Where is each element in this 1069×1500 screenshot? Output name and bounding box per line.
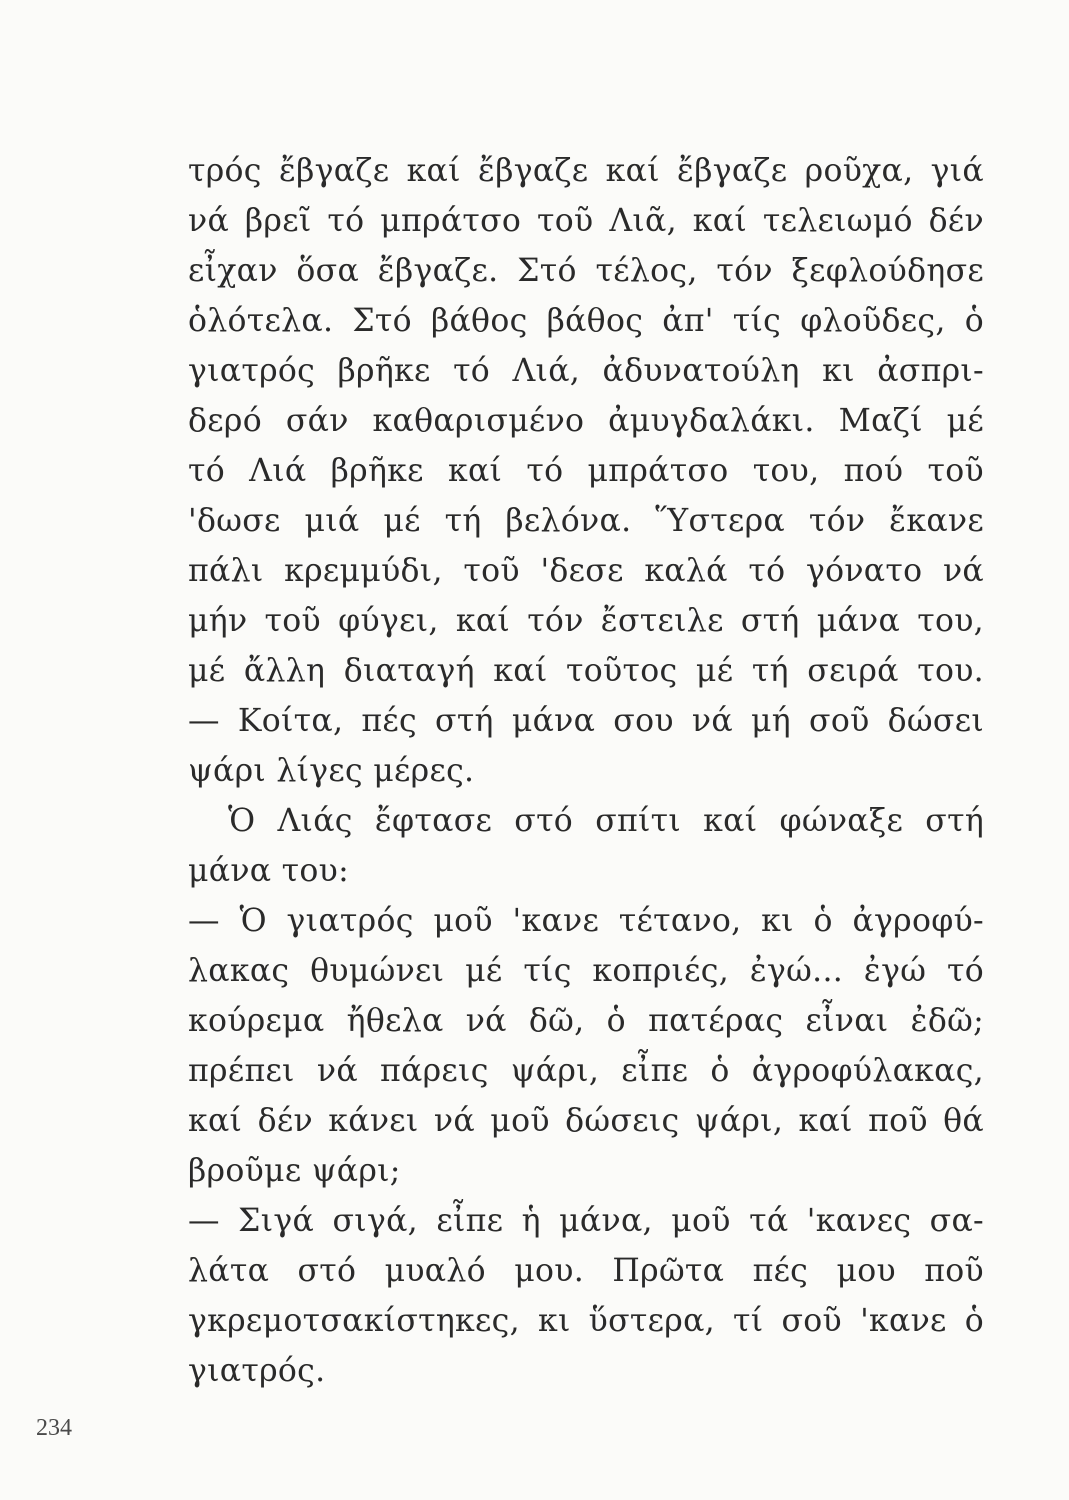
text-line: γιατρός. bbox=[188, 1353, 326, 1389]
text-line: μήν τοῦ φύγει, καί τόν ἔστειλε στή μάνα του, bbox=[188, 603, 984, 639]
text-line: τρός ἔβγαζε καί ἔβγαζε καί ἔβγαζε ροῦχα, γιά bbox=[188, 153, 984, 189]
text-line: εἶχαν ὅσα ἔβγαζε. Στό τέλος, τόν ξεφλούδησε bbox=[188, 253, 984, 289]
text-line: νά βρεῖ τό μπράτσο τοῦ Λιᾶ, καί τελειωμό δέν bbox=[188, 203, 984, 239]
text-line: ψάρι λίγες μέρες. bbox=[188, 753, 475, 789]
text-line: τό Λιά βρῆκε καί τό μπράτσο του, πού τοῦ bbox=[188, 453, 984, 489]
text-line: λάτα στό μυαλό μου. Πρῶτα πές μου ποῦ bbox=[188, 1253, 984, 1289]
text-line: βροῦμε ψάρι; bbox=[188, 1153, 401, 1189]
text-line: καί δέν κάνει νά μοῦ δώσεις ψάρι, καί ποῦ θά bbox=[188, 1103, 984, 1139]
text-line: δερό σάν καθαρισμένο ἀμυγδαλάκι. Μαζί μέ bbox=[188, 403, 984, 439]
dialogue-line: — Σιγά σιγά, εἶπε ἡ μάνα, μοῦ τά 'κανες σα- bbox=[188, 1203, 984, 1239]
text-line: λακας θυμώνει μέ τίς κοπριές, ἐγώ... ἐγώ τό bbox=[188, 953, 984, 989]
text-line: ὁλότελα. Στό βάθος βάθος ἀπ' τίς φλοῦδες, ὁ bbox=[188, 303, 984, 339]
text-line: κούρεμα ἤθελα νά δῶ, ὁ πατέρας εἶναι ἐδῶ; bbox=[188, 1003, 984, 1039]
dialogue-line: — Κοίτα, πές στή μάνα σου νά μή σοῦ δώσει bbox=[188, 703, 984, 739]
text-line: γκρεμοτσακίστηκες, κι ὕστερα, τί σοῦ 'κανε ὁ bbox=[188, 1303, 984, 1339]
text-line: γιατρός βρῆκε τό Λιά, ἀδυνατούλη κι ἀσπρι- bbox=[188, 353, 984, 389]
text-line: 'δωσε μιά μέ τή βελόνα. Ὕστερα τόν ἔκανε bbox=[188, 503, 984, 539]
text-line: πάλι κρεμμύδι, τοῦ 'δεσε καλά τό γόνατο νά bbox=[188, 553, 984, 589]
text-line: πρέπει νά πάρεις ψάρι, εἶπε ὁ ἀγροφύλακας, bbox=[188, 1053, 984, 1089]
text-line: μάνα του: bbox=[188, 853, 350, 889]
dialogue-line: — Ὁ γιατρός μοῦ 'κανε τέτανο, κι ὁ ἀγροφύ- bbox=[188, 903, 984, 939]
paragraph-start-line: Ὁ Λιάς ἔφτασε στό σπίτι καί φώναξε στή bbox=[228, 803, 984, 839]
page-number: 234 bbox=[36, 1415, 72, 1441]
text-line: μέ ἄλλη διαταγή καί τοῦτος μέ τή σειρά του. bbox=[188, 653, 984, 689]
